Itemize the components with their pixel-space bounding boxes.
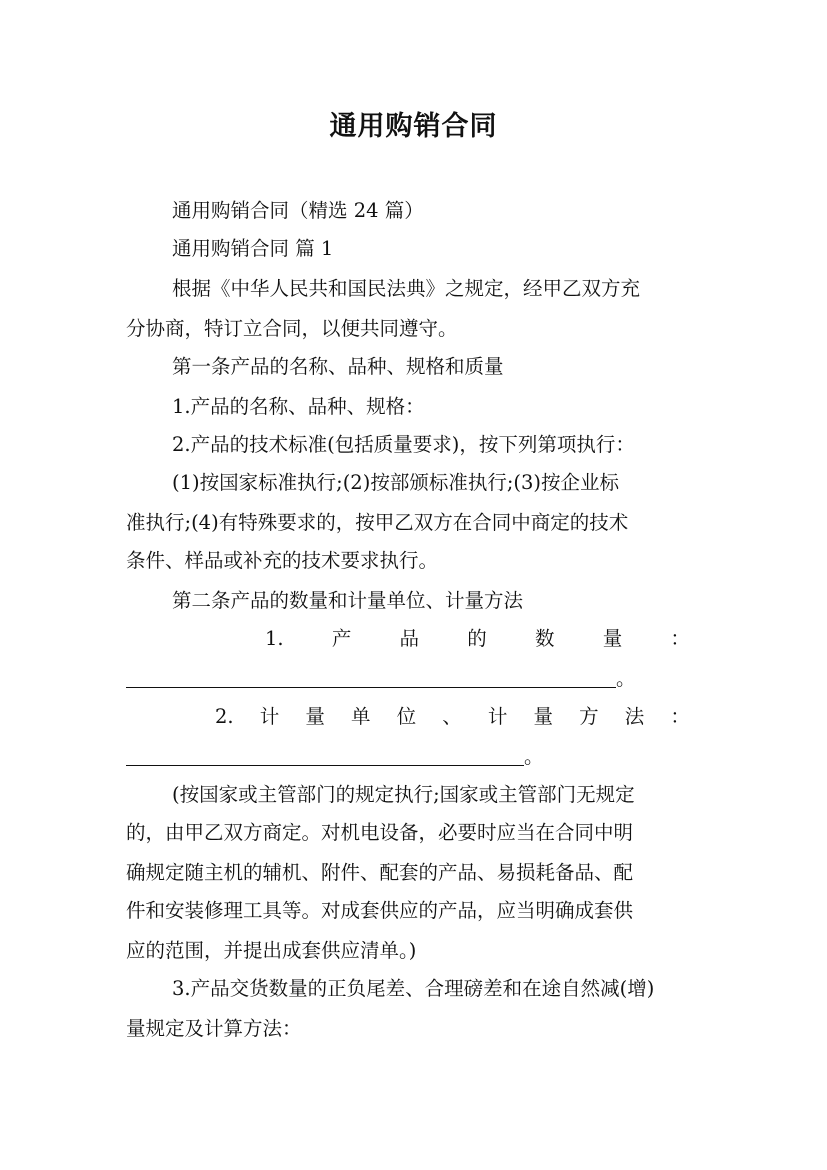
article2-item-2-label xyxy=(215,704,690,730)
article1-item-2-detail-line: 条件、样品或补充的技术要求执行。 xyxy=(126,549,439,572)
article2-item-1-label xyxy=(265,626,690,652)
article2-item-3-line: 量规定及计算方法： xyxy=(126,1017,302,1040)
note-paragraph-line: 的，由甲乙双方商定。对机电设备，必要时应当在合同中明 xyxy=(126,821,634,844)
fill-in-blank-line xyxy=(126,667,616,688)
section-heading: 通用购销合同 篇 1 xyxy=(172,237,334,260)
label-char: 数 xyxy=(534,627,555,650)
label-char: ： xyxy=(670,705,690,728)
article2-heading: 第二条产品的数量和计量单位、计量方法 xyxy=(172,589,524,612)
label-char: 量 xyxy=(602,627,623,650)
label-char: ： xyxy=(670,627,690,650)
note-paragraph-line: 应的范围，并提出成套供应清单。) xyxy=(126,939,417,962)
label-char: 、 xyxy=(442,705,462,728)
article1-heading: 第一条产品的名称、品种、规格和质量 xyxy=(172,355,504,378)
article2-item-1-blank xyxy=(126,666,636,692)
article1-item-2: 2.产品的技术标准(包括质量要求)，按下列第项执行： xyxy=(172,433,635,456)
note-paragraph-line: (按国家或主管部门的规定执行;国家或主管部门无规定 xyxy=(172,783,635,806)
label-char: 法 xyxy=(624,705,645,728)
label-char: 单 xyxy=(350,705,371,728)
article1-item-2-detail-line: 准执行;(4)有特殊要求的，按甲乙双方在合同中商定的技术 xyxy=(126,511,629,534)
note-paragraph-line: 确规定随主机的辅机、附件、配套的产品、易损耗备品、配 xyxy=(126,861,634,884)
document-title: 通用购销合同 xyxy=(329,111,498,142)
label-char: 的 xyxy=(467,627,487,650)
label-char: 2. xyxy=(215,705,234,728)
label-char: 量 xyxy=(305,705,325,728)
label-char: 计 xyxy=(259,705,280,728)
label-char: 产 xyxy=(331,627,352,650)
label-char: 方 xyxy=(579,705,599,728)
blank-end-mark: 。 xyxy=(524,745,544,768)
article2-item-2-blank xyxy=(126,744,544,770)
label-char: 计 xyxy=(487,705,508,728)
note-paragraph-line: 件和安装修理工具等。对成套供应的产品，应当明确成套供 xyxy=(126,899,634,922)
article1-item-1: 1.产品的名称、品种、规格： xyxy=(172,395,425,418)
fill-in-blank-line xyxy=(126,745,524,766)
document-subtitle: 通用购销合同（精选 24 篇） xyxy=(172,199,424,222)
label-char: 位 xyxy=(396,705,417,728)
label-char: 品 xyxy=(399,627,420,650)
article1-item-2-detail-line: (1)按国家标准执行;(2)按部颁标准执行;(3)按企业标 xyxy=(172,471,620,494)
article2-item-3-line: 3.产品交货数量的正负尾差、合理磅差和在途自然减(增) xyxy=(172,977,655,1000)
intro-paragraph-line: 分协商，特订立合同，以便共同遵守。 xyxy=(126,317,458,340)
label-char: 量 xyxy=(533,705,553,728)
label-char: 1. xyxy=(265,627,284,650)
intro-paragraph-line: 根据《中华人民共和国民法典》之规定，经甲乙双方充 xyxy=(172,277,641,300)
blank-end-mark: 。 xyxy=(616,667,636,690)
